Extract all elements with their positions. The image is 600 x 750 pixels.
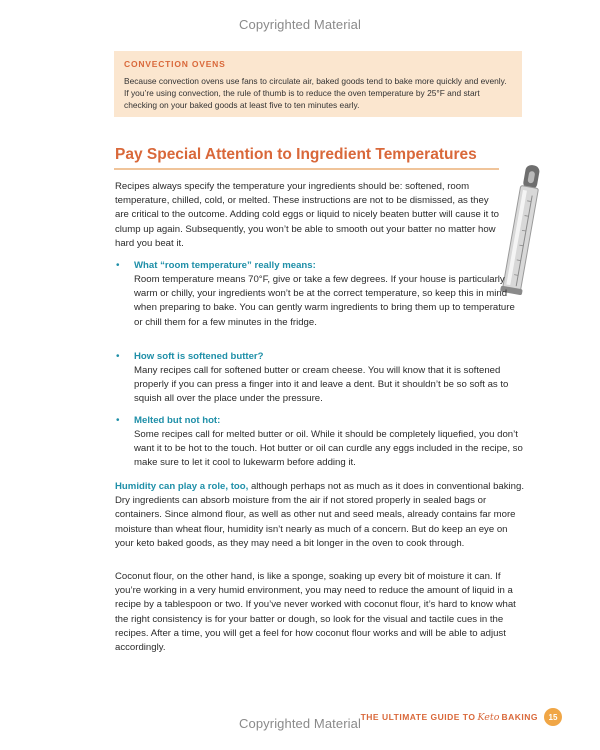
callout-title: CONVECTION OVENS (124, 59, 226, 69)
humidity-paragraph (115, 480, 525, 551)
coconut-flour-paragraph: Coconut flour, on the other hand, is like a sponge, soaking up every bit of moisture it can. If you’re working in a very humid environment, you may need to reduce the amount of liquid in a recipe by a tablespoon or two. If you’ve never worked with coconut flour, it’s hard to know what the right consistency is for your batter or dough, so look for the visual and tactile cues in the recipes. After a time, you will get a feel for how coconut flour works and will be able to adjust accordingly. (115, 571, 516, 654)
bullet-dot: • (116, 415, 120, 426)
footer-title-prefix: THE ULTIMATE GUIDE TO (360, 712, 476, 722)
bullet-title: Melted but not hot: (134, 415, 221, 426)
humidity-lead: Humidity can play a role, too, (115, 481, 249, 492)
bullet-melted-not-hot (115, 414, 525, 471)
footer-title-suffix: BAKING (501, 712, 538, 722)
bullet-body: Room temperature means 70°F, give or take a few degrees. If your house is particularly warm or chilly, your ingredients won’t be at the correct temperature, so keep this in mind when preparing to bake. You can gently warm ingredients to bring them up to temperature or chill them for a few minutes in the fridge. (134, 274, 515, 328)
humidity-body: although perhaps not as much as it does in conventional baking. Dry ingredients can absorb moisture from the air if not stored properly in sealed bags or containers. Since almond flour, as well as other nut and seed meals, already contains far more moisture than wheat flour, humidity isn’t nearly as much of a concern. But do keep an eye on your keto baked goods, as they may need a bit longer in the oven to cook through. (115, 481, 525, 549)
heading-underline (114, 168, 499, 170)
section-heading: Pay Special Attention to Ingredient Temperatures (115, 146, 477, 163)
footer-title-keto: Keto (477, 711, 500, 723)
bullet-dot: • (116, 260, 120, 271)
convection-ovens-callout (114, 51, 522, 117)
copyright-watermark-top: Copyrighted Material (239, 17, 361, 32)
page-footer (361, 708, 562, 726)
bullet-dot: • (116, 351, 120, 362)
bullet-title: How soft is softened butter? (134, 351, 264, 362)
page-number-badge: 15 (544, 708, 562, 726)
bullet-body: Some recipes call for melted butter or oil. While it should be completely liquefied, you don’t want it to be hot to the touch. Hot butter or oil can curdle any eggs included in the recipe, so make sure to let it cool to lukewarm before adding it. (134, 429, 523, 469)
intro-paragraph: Recipes always specify the temperature your ingredients should be: softened, room temperature, chilled, cold, or melted. These instructions are not to be dismissed, as they are critical to the outcome. Adding cold eggs or liquid to nicely beaten butter will cause it to clump up again. Subsequently, you won’t be able to smooth out your batter no matter how hard you beat it. (115, 181, 499, 249)
bullet-softened-butter (115, 350, 525, 407)
copyright-watermark-bottom: Copyrighted Material (239, 716, 361, 731)
bullet-room-temperature (115, 259, 525, 330)
callout-body: Because convection ovens use fans to circulate air, baked goods tend to bake more quickly and evenly. If you’re using convection, the rule of thumb is to reduce the oven temperature by 25°F and start checking on your baked goods at least five to ten minutes early. (124, 76, 507, 110)
bullet-body: Many recipes call for softened butter or cream cheese. You will know that it is softened properly if you can press a finger into it and leave a dent. But it shouldn’t be so soft as to squish all over the place under the pressure. (134, 365, 509, 405)
bullet-title: What “room temperature” really means: (134, 260, 316, 271)
